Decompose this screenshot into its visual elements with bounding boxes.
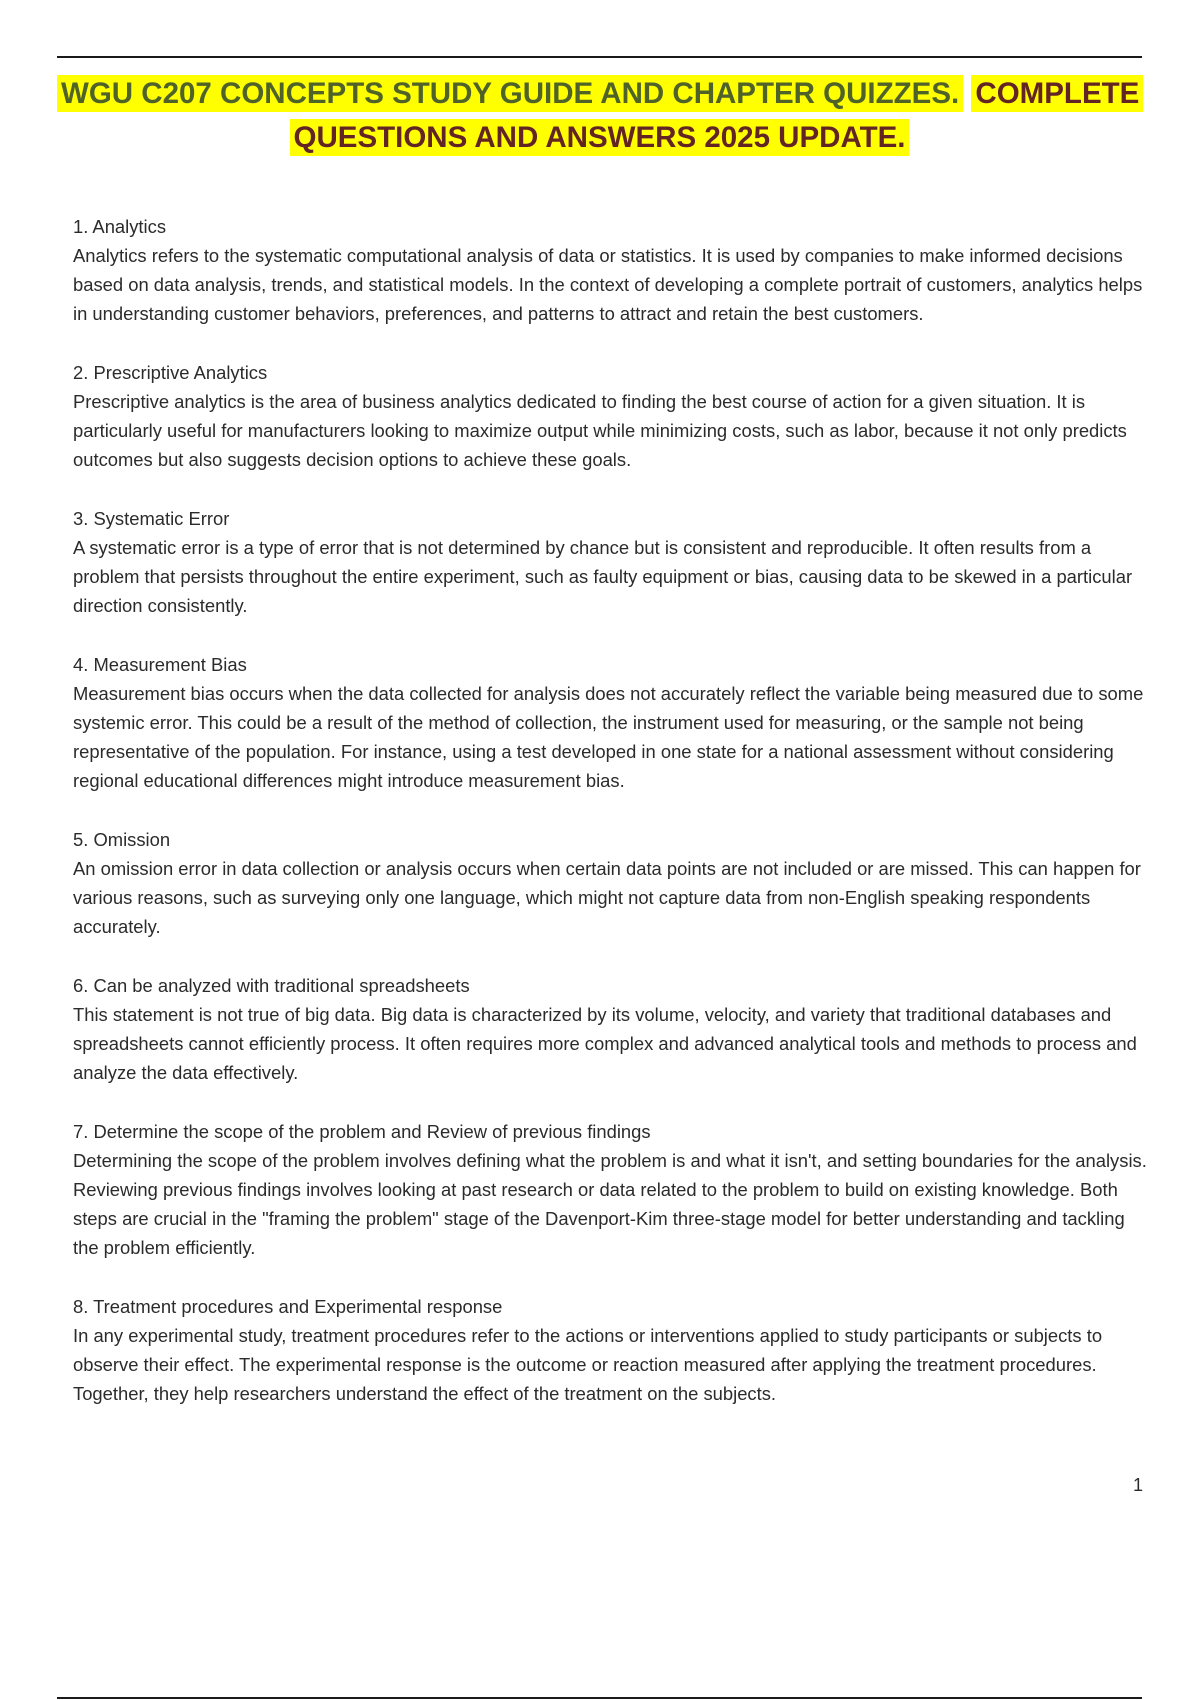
entry-heading: 6. Can be analyzed with traditional spreadsheets	[73, 975, 470, 996]
entry-omission	[73, 825, 1153, 941]
entry-heading: 5. Omission	[73, 829, 171, 850]
entry-body: Measurement bias occurs when the data collected for analysis does not accurately reflect the variable being measured due to some systemic error. This could be a result of the method of collection, the instrument used for measuring, or the sample not being representative of the population. For instance, using a test developed in one state for a national assessment without considering regional educational differences might introduce measurement bias.	[73, 683, 1144, 791]
entry-heading: 1. Analytics	[73, 216, 167, 237]
entry-measurement-bias	[73, 650, 1153, 795]
page-number: 1	[1132, 1475, 1143, 1495]
bottom-rule	[57, 1697, 1142, 1699]
entry-treatment-procedures	[73, 1292, 1153, 1408]
entry-analytics	[73, 212, 1153, 328]
entry-heading: 4. Measurement Bias	[73, 654, 247, 675]
entry-systematic-error	[73, 504, 1153, 620]
entry-heading: 7. Determine the scope of the problem and Review of previous findings	[73, 1121, 651, 1142]
document-title	[57, 72, 1142, 160]
entry-body: An omission error in data collection or analysis occurs when certain data points are not included or are missed. This can happen for various reasons, such as surveying only one language, which might not capture data from non-English speaking respondents accurately.	[73, 858, 1141, 937]
entry-prescriptive-analytics	[73, 358, 1153, 474]
entry-traditional-spreadsheets	[73, 971, 1153, 1087]
entry-body: Prescriptive analytics is the area of business analytics dedicated to finding the best course of action for a given situation. It is particularly useful for manufacturers looking to maximize output while minimizing costs, such as labor, because it not only predicts outcomes but also suggests decision options to achieve these goals.	[73, 391, 1127, 470]
entry-heading: 3. Systematic Error	[73, 508, 230, 529]
entry-heading: 2. Prescriptive Analytics	[73, 362, 268, 383]
title-part-2: COMPLETE QUESTIONS AND ANSWERS 2025 UPDATE.	[290, 75, 1144, 156]
entry-body: Determining the scope of the problem involves defining what the problem is and what it isn't, and setting boundaries for the analysis. Reviewing previous findings involves looking at past research or data related to the problem to build on existing knowledge. Both steps are crucial in the "framing the problem" stage of the Davenport-Kim three-stage model for better understanding and tackling the problem efficiently.	[73, 1150, 1147, 1258]
top-rule	[57, 56, 1142, 58]
entry-body: Analytics refers to the systematic computational analysis of data or statistics. It is used by companies to make informed decisions based on data analysis, trends, and statistical models. In the context of developing a complete portrait of customers, analytics helps in understanding customer behaviors, preferences, and patterns to attract and retain the best customers.	[73, 245, 1143, 324]
title-part-1: WGU C207 CONCEPTS STUDY GUIDE AND CHAPTER QUIZZES.	[57, 75, 963, 112]
entry-scope-and-review	[73, 1117, 1153, 1262]
entry-body: In any experimental study, treatment procedures refer to the actions or interventions applied to study participants or subjects to observe their effect. The experimental response is the outcome or reaction measured after applying the treatment procedures. Together, they help researchers understand the effect of the treatment on the subjects.	[73, 1325, 1103, 1404]
entry-list	[73, 212, 1153, 1438]
entry-body: A systematic error is a type of error that is not determined by chance but is consistent and reproducible. It often results from a problem that persists throughout the entire experiment, such as faulty equipment or bias, causing data to be skewed in a particular direction consistently.	[73, 537, 1133, 616]
entry-heading: 8. Treatment procedures and Experimental response	[73, 1296, 503, 1317]
entry-body: This statement is not true of big data. Big data is characterized by its volume, velocity, and variety that traditional databases and spreadsheets cannot efficiently process. It often requires more complex and advanced analytical tools and methods to process and analyze the data effectively.	[73, 1004, 1137, 1083]
